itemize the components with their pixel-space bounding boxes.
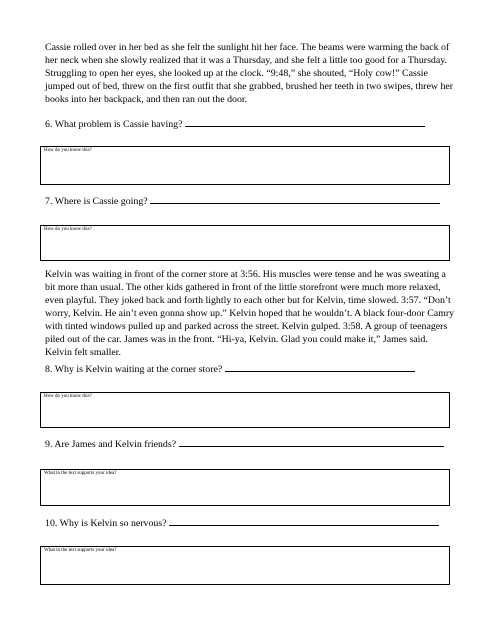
question-7-answer-box[interactable] [40,225,450,261]
question-7-prompt: How do you know this? [44,227,92,232]
question-10-prompt: What in the text supports your idea? [44,548,117,553]
question-8 [45,362,455,376]
question-7-label: 7. Where is Cassie going? [45,196,148,207]
question-9-prompt: What in the text supports your idea? [44,471,117,476]
question-10-answer-box[interactable] [40,546,450,585]
question-10-answer-line[interactable] [169,516,439,526]
question-6-answer-box[interactable] [40,146,450,185]
question-6-answer-line[interactable] [185,117,425,127]
question-10 [45,516,455,530]
question-7 [45,194,455,208]
question-6 [45,117,455,131]
question-8-answer-box[interactable] [40,392,450,428]
question-8-prompt: How do you know this? [44,394,92,399]
question-10-label: 10. Why is Kelvin so nervous? [45,518,167,529]
question-9-answer-line[interactable] [179,437,444,447]
question-7-answer-line[interactable] [150,194,440,204]
question-8-answer-line[interactable] [225,362,415,372]
question-9-label: 9. Are James and Kelvin friends? [45,439,177,450]
passage-kelvin: Kelvin was waiting in front of the corner store at 3:56. His muscles were tense and he was sweating a bit more than usual. The other kids gathered in front of the little storefront were much more relaxed, even playful. They joked back and forth lightly to each other but for Kelvin, time slowed. 3:57. “Don’t worry, Kelvin. He ain’t even gonna show up.” Kelvin hoped that he wouldn’t. A black four-door Camry with tinted windows pulled up and parked across the street. Kelvin gulped. 3:58. A group of teenagers piled out of the car. James was in the front. “Hi-ya, Kelvin. Glad you could make it,” James said. Kelvin felt smaller. [45,269,455,359]
question-9-answer-box[interactable] [40,469,450,506]
question-6-label: 6. What problem is Cassie having? [45,119,183,130]
passage-cassie: Cassie rolled over in her bed as she felt the sunlight hit her face. The beams were warming the back of her neck when she slowly realized that it was a Thursday, and she felt a little too good for a Thursday. Struggling to open her eyes, she looked up at the clock. “9:48,” she shouted, “Holy cow!” Cassie jumped out of bed, threw on the first outfit that she grabbed, brushed her teeth in two swipes, threw her books into her backpack, and then ran out the door. [45,42,454,106]
question-6-prompt: How do you know this? [44,148,92,153]
question-8-label: 8. Why is Kelvin waiting at the corner store? [45,364,223,375]
question-9 [45,437,455,451]
